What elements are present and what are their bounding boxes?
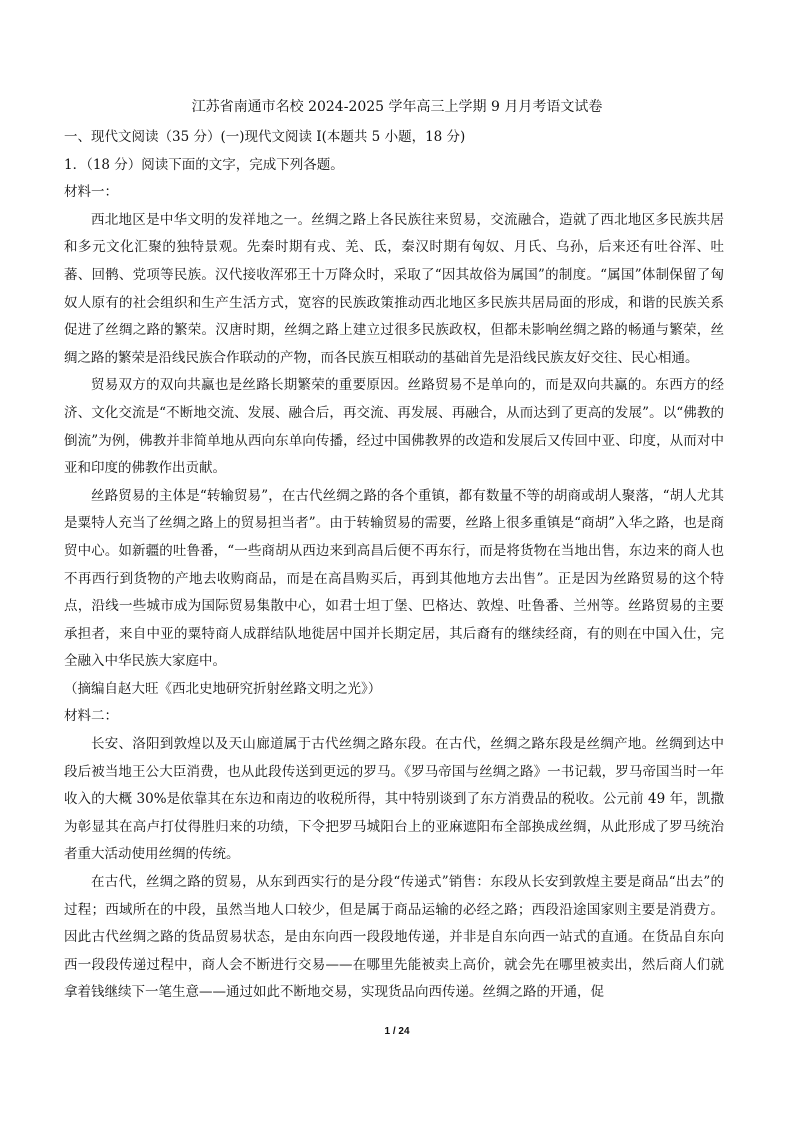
material-1-paragraph: 西北地区是中华文明的发祥地之一。丝绸之路上各民族往来贸易，交流融合，造就了西北地区多民族共居和多元文化汇聚的独特景观。先秦时期有戎、羌、氐，秦汉时期有匈奴、月氏、乌孙，后来还有吐谷浑、吐蕃、回鹘、党项等民族。汉代接收浑邪王十万降众时，采取了“因其故俗为属国”的制度。“属国”体制保留了匈奴人原有的社会组织和生产生活方式，宽容的民族政策推动西北地区多民族共居局面的形成，和谐的民族关系促进了丝绸之路的繁荣。汉唐时期，丝绸之路上建立过很多民族政权，但都未影响丝绸之路的畅通与繁荣，丝绸之路的繁荣是沿线民族合作联动的产物，而各民族互相联动的基础首先是沿线民族友好交往、民心相通。 (64, 211, 724, 366)
question-1-prompt: 1．（18 分）阅读下面的文字，完成下列各题。 (64, 156, 344, 173)
material-2-label: 材料二： (64, 708, 118, 725)
material-1-label: 材料一： (64, 184, 118, 201)
material-1-source: （摘编自赵大旺《西北史地研究折射丝路文明之光》） (64, 680, 382, 697)
page-number: 1 / 24 (384, 1026, 410, 1037)
material-1-paragraph: 丝路贸易的主体是“转输贸易”，在古代丝绸之路的各个重镇，都有数量不等的胡商或胡人聚落，“胡人尤其是粟特人充当了丝绸之路上的贸易担当者”。由于转输贸易的需要，丝路上很多重镇是“商胡”入华之路，也是商贸中心。如新疆的吐鲁番，“一些商胡从西边来到高昌后便不再东行，而是将货物在当地出售，东边来的商人也不再西行到货物的产地去收购商品，而是在高昌购买后，再到其他地方去出售”。正是因为丝路贸易的这个特点，沿线一些城市成为国际贸易集散中心，如君士坦丁堡、巴格达、敦煌、吐鲁番、兰州等。丝路贸易的主要承担者，来自中亚的粟特商人成群结队地徙居中国并长期定居，其后裔有的继续经商，有的则在中国入仕，完全融入中华民族大家庭中。 (64, 487, 724, 670)
exam-title: 江苏省南通市名校 2024-2025 学年高三上学期 9 月月考语文试卷 (191, 99, 603, 115)
material-2-paragraph: 长安、洛阳到敦煌以及天山廊道属于古代丝绸之路东段。在古代，丝绸之路东段是丝绸产地。丝绸到达中段后被当地王公大臣消费，也从此段传送到更远的罗马。《罗马帝国与丝绸之路》一书记载，罗马帝国当时一年收入的大概 30%是依靠其在东边和南边的收税所得，其中特别谈到了东方消费品的税收。公元前 49 年，凯撒为彰显其在高卢打仗得胜归来的功绩，下令把罗马城阳台上的亚麻遮阳布全部换成丝绸，从此形成了罗马统治者重大活动使用丝绸的传统。 (64, 736, 724, 863)
document-body (64, 124, 724, 1007)
material-2-paragraph: 在古代，丝绸之路的贸易，从东到西实行的是分段“传递式”销售：东段从长安到敦煌主要是商品“出去”的过程；西域所在的中段，虽然当地人口较少，但是属于商品运输的必经之路；西段沿途国家则主要是消费方。因此古代丝绸之路的货品贸易状态，是由东向西一段段地传递，并非是自东向西一站式的直通。在货品自东向西一段段传递过程中，商人会不断进行交易——在哪里先能被卖上高价，就会先在哪里被卖出，然后商人们就拿着钱继续下一笔生意——通过如此不断地交易，实现货品向西传递。丝绸之路的开通，促 (64, 874, 724, 1001)
material-1-paragraph: 贸易双方的双向共赢也是丝路长期繁荣的重要原因。丝路贸易不是单向的，而是双向共赢的。东西方的经济、文化交流是“不断地交流、发展、融合后，再交流、再发展、再融合，从而达到了更高的发展”。以“佛教的倒流”为例，佛教并非简单地从西向东单向传播，经过中国佛教界的改造和发展后又传回中亚、印度，从而对中亚和印度的佛教作出贡献。 (64, 377, 724, 477)
section-heading: 一、现代文阅读（35 分）(一)现代文阅读 I(本题共 5 小题，18 分) (64, 129, 466, 145)
